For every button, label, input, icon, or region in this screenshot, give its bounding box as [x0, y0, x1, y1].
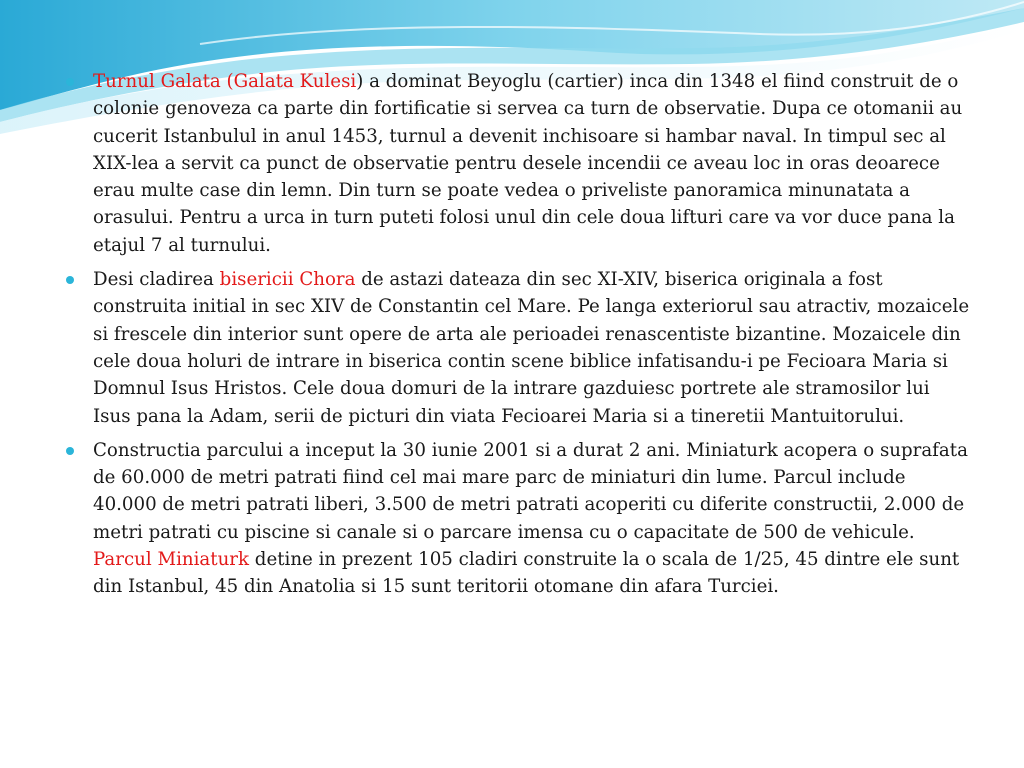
bullet-list	[66, 68, 971, 608]
bullet-text: detine in prezent 105 cladiri construite la o scala de 1/25, 45 dintre ele sunt din Istanbul, 45 din Anatolia si 15 sunt teritorii otomane din afara Turciei.	[93, 549, 960, 598]
bullet-icon	[66, 78, 74, 86]
list-item	[66, 68, 971, 259]
bullet-text: Desi cladirea	[93, 269, 220, 291]
bullet-icon	[66, 447, 74, 455]
highlight-miniaturk-park: Parcul Miniaturk	[93, 549, 250, 571]
list-item	[66, 266, 971, 430]
bullet-text: ) a dominat Beyoglu (cartier) inca din 1348 el fiind construit de o colonie genoveza ca parte din fortificatie si servea ca turn de observatie. Dupa ce otomanii au cucerit Istanbulul in anul 1453, turnul a devenit inchisoare si hambar naval. In timpul sec al XIX-lea a servit ca punct de observatie pentru desele incendii ce aveau loc in oras deoarece erau multe case din lemn. Din turn se poate vedea o priveliste panoramica minunatata a orasului. Pentru a urca in turn puteti folosi unul din cele doua lifturi care va vor duce pana la etajul 7 al turnului.	[93, 71, 963, 256]
bullet-text: de astazi dateaza din sec XI-XIV, biserica originala a fost construita initial in sec XIV de Constantin cel Mare. Pe langa exteriorul sau atractiv, mozaicele si frescele din interior sunt opere de arta ale perioadei renascentiste bizantine. Mozaicele din cele doua holuri de intrare in biserica contin scene biblice infatisandu-i pe Fecioara Maria si Domnul Isus Hristos. Cele doua domuri de la intrare gazduiesc portrete ale stramosilor lui Isus pana la Adam, serii de picturi din viata Fecioarei Maria si a tineretii Mantuitorului.	[93, 269, 970, 427]
highlight-chora-church: bisericii Chora	[219, 269, 356, 291]
bullet-icon	[66, 276, 74, 284]
bullet-text: Constructia parcului a inceput la 30 iunie 2001 si a durat 2 ani. Miniaturk acopera o suprafata de 60.000 de metri patrati fiind cel mai mare parc de miniaturi din lume. Parcul include 40.000 de metri patrati liberi, 3.500 de metri patrati acoperiti cu diferite constructii, 2.000 de metri patrati cu piscine si canale si o parcare imensa cu o capacitate de 500 de vehicule.	[93, 439, 968, 543]
list-item	[66, 437, 971, 601]
highlight-galata-tower: Turnul Galata (Galata Kulesi	[93, 71, 357, 92]
